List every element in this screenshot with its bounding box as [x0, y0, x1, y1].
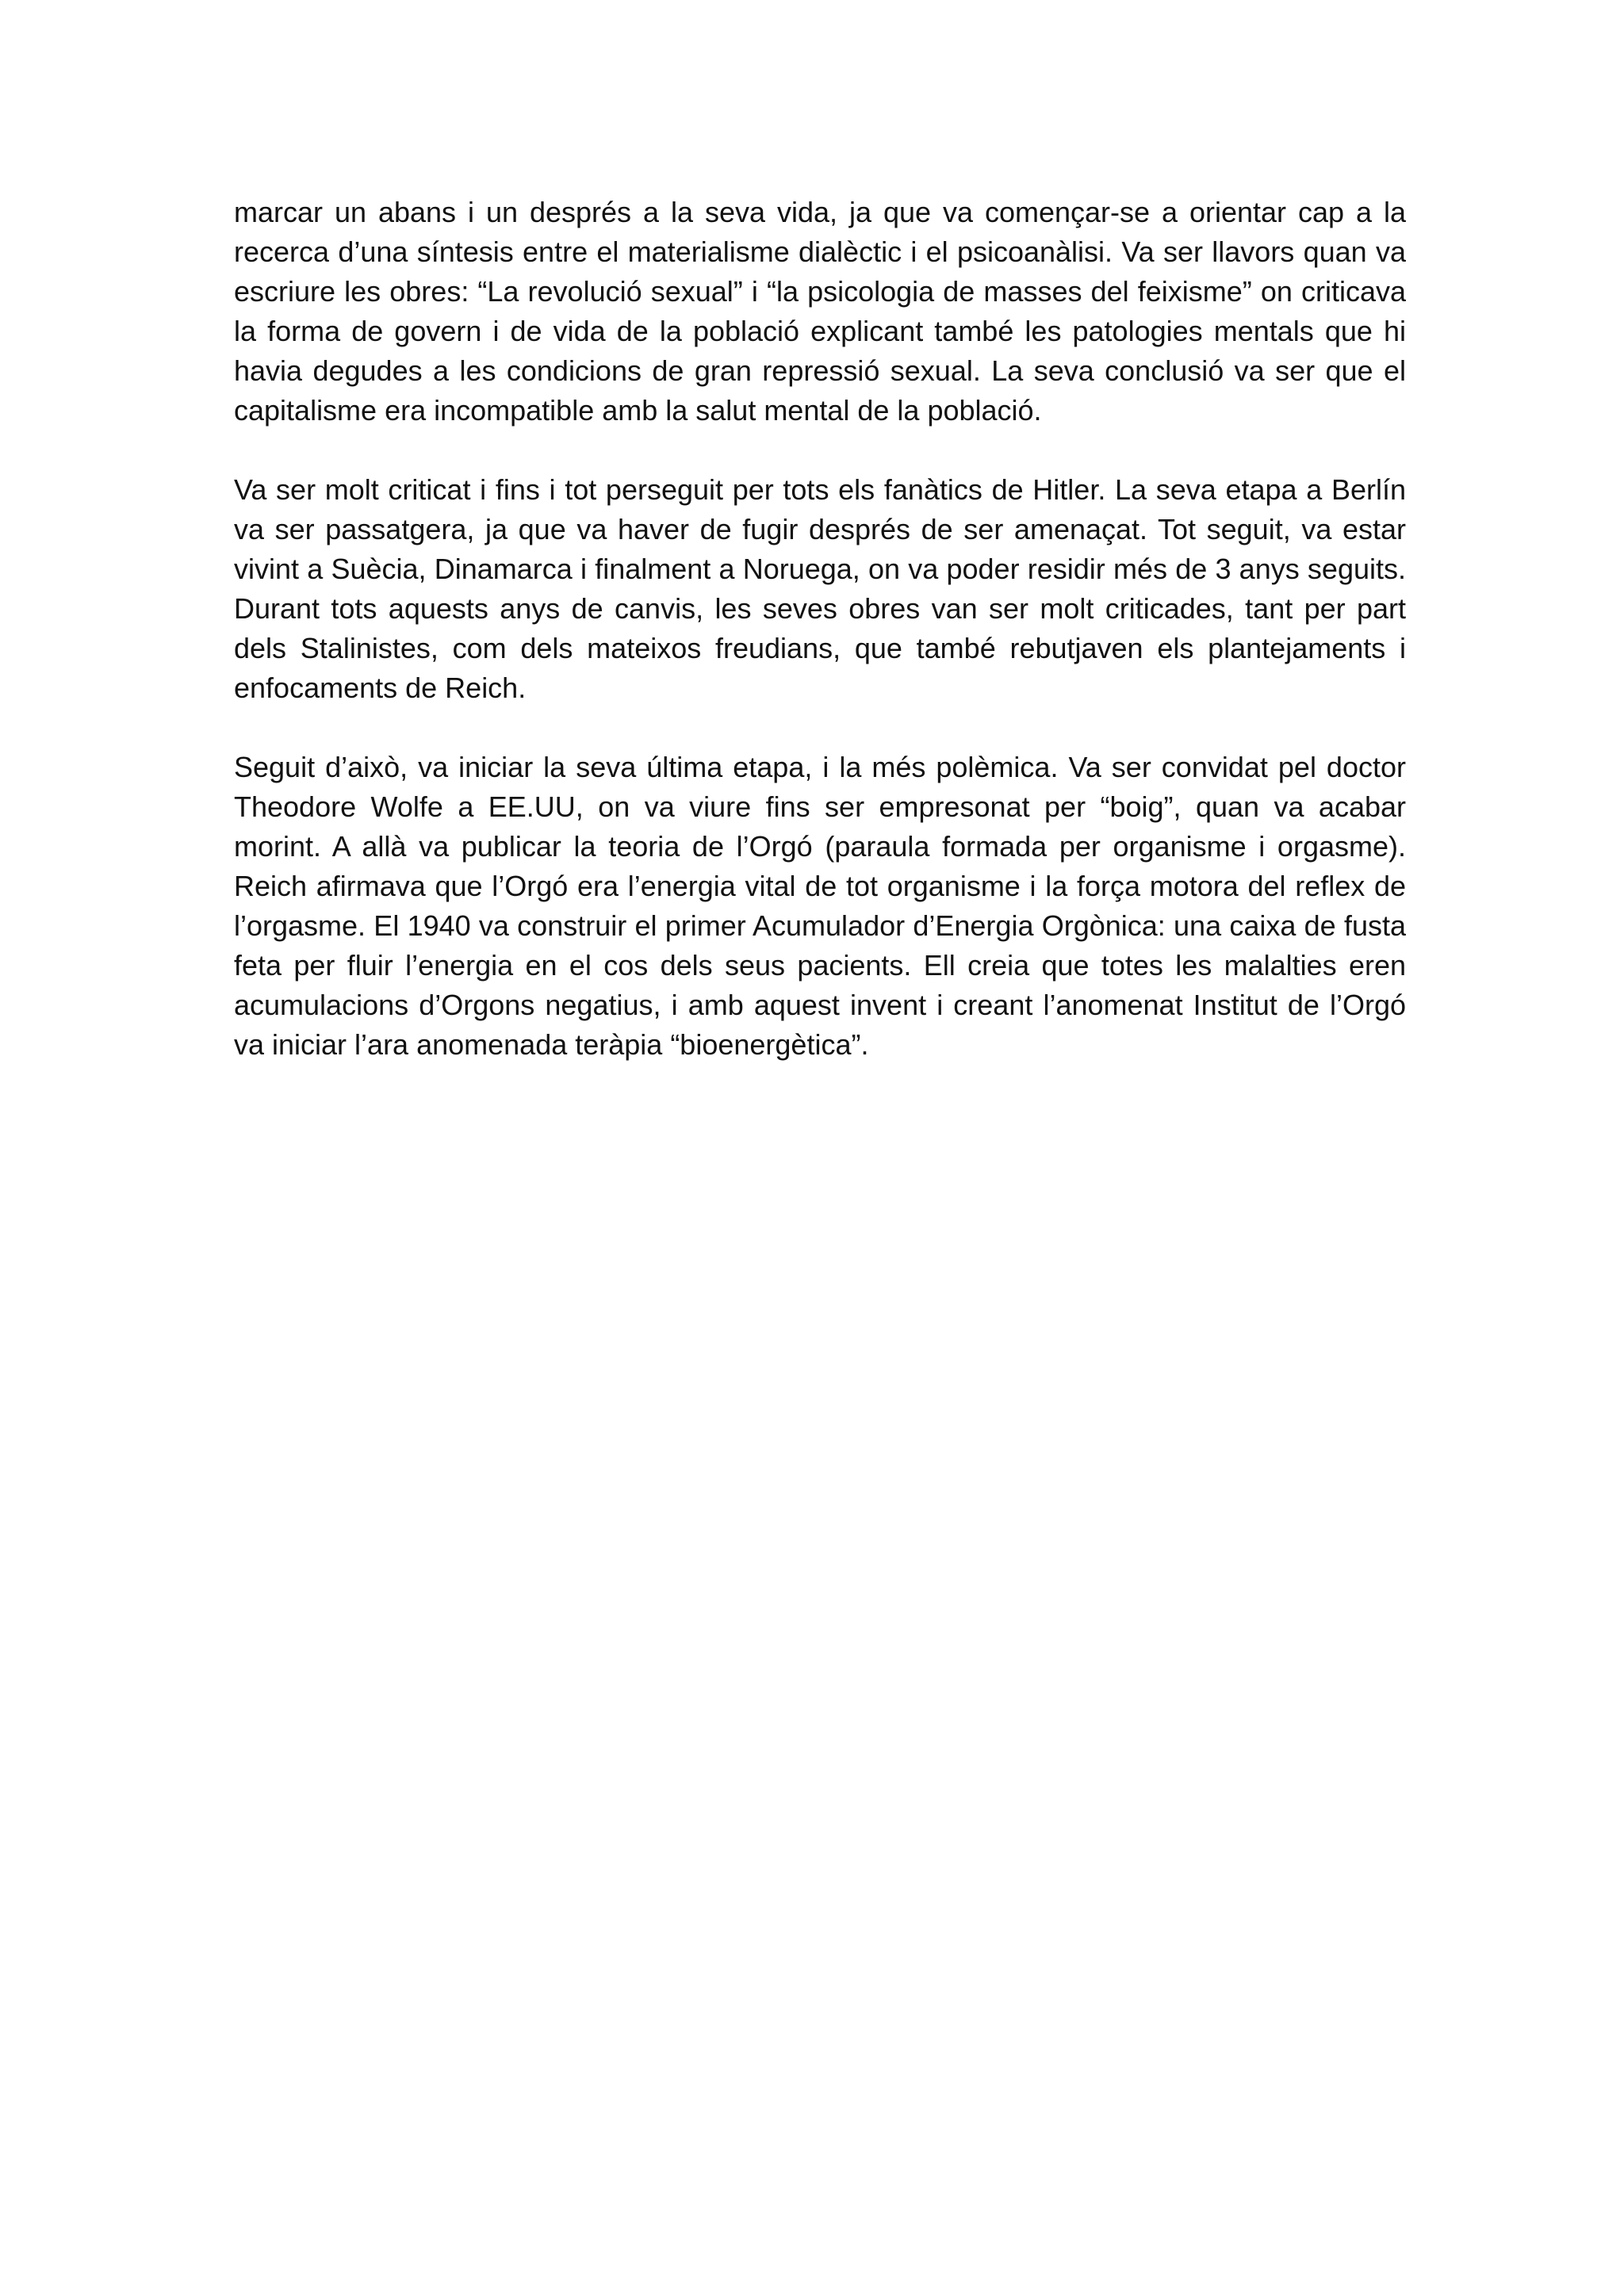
paragraph-3: Seguit d’això, va iniciar la seva última etapa, i la més polèmica. Va ser convidat pel doctor Theodore Wolfe a EE.UU, on va viure fins ser empresonat per “boig”, quan va acabar morint. A allà va publicar la teoria de l’Orgó (paraula formada per organisme i orgasme). Reich afirmava que l’Orgó era l’energia vital de tot organisme i la força motora del reflex de l’orgasme. El 1940 va construir el primer Acumulador d’Energia Orgònica: una caixa de fusta feta per fluir l’energia en el cos dels seus pacients. Ell creia que totes les malalties eren acumulacions d’Orgons negatius, i amb aquest invent i creant l’anomenat Institut de l’Orgó va iniciar l’ara anomenada teràpia “bioenergètica”.: [234, 751, 1406, 1061]
paragraph-1: marcar un abans i un després a la seva vida, ja que va començar-se a orientar cap a la recerca d’una síntesis entre el materialisme dialèctic i el psicoanàlisi. Va ser llavors quan va escriure les obres: “La revolució sexual” i “la psicologia de masses del feixisme” on criticava la forma de govern i de vida de la població explicant també les patologies mentals que hi havia degudes a les condicions de gran repressió sexual. La seva conclusió va ser que el capitalisme era incompatible amb la salut mental de la població.: [234, 196, 1406, 427]
paragraph-2: Va ser molt criticat i fins i tot perseguit per tots els fanàtics de Hitler. La seva etapa a Berlín va ser passatgera, ja que va haver de fugir després de ser amenaçat. Tot seguit, va estar vivint a Suècia, Dinamarca i finalment a Noruega, on va poder residir més de 3 anys seguits. Durant tots aquests anys de canvis, les seves obres van ser molt criticades, tant per part dels Stalinistes, com dels mateixos freudians, que també rebutjaven els plantejaments i enfocaments de Reich.: [234, 473, 1406, 704]
body-text: [234, 193, 1406, 1104]
